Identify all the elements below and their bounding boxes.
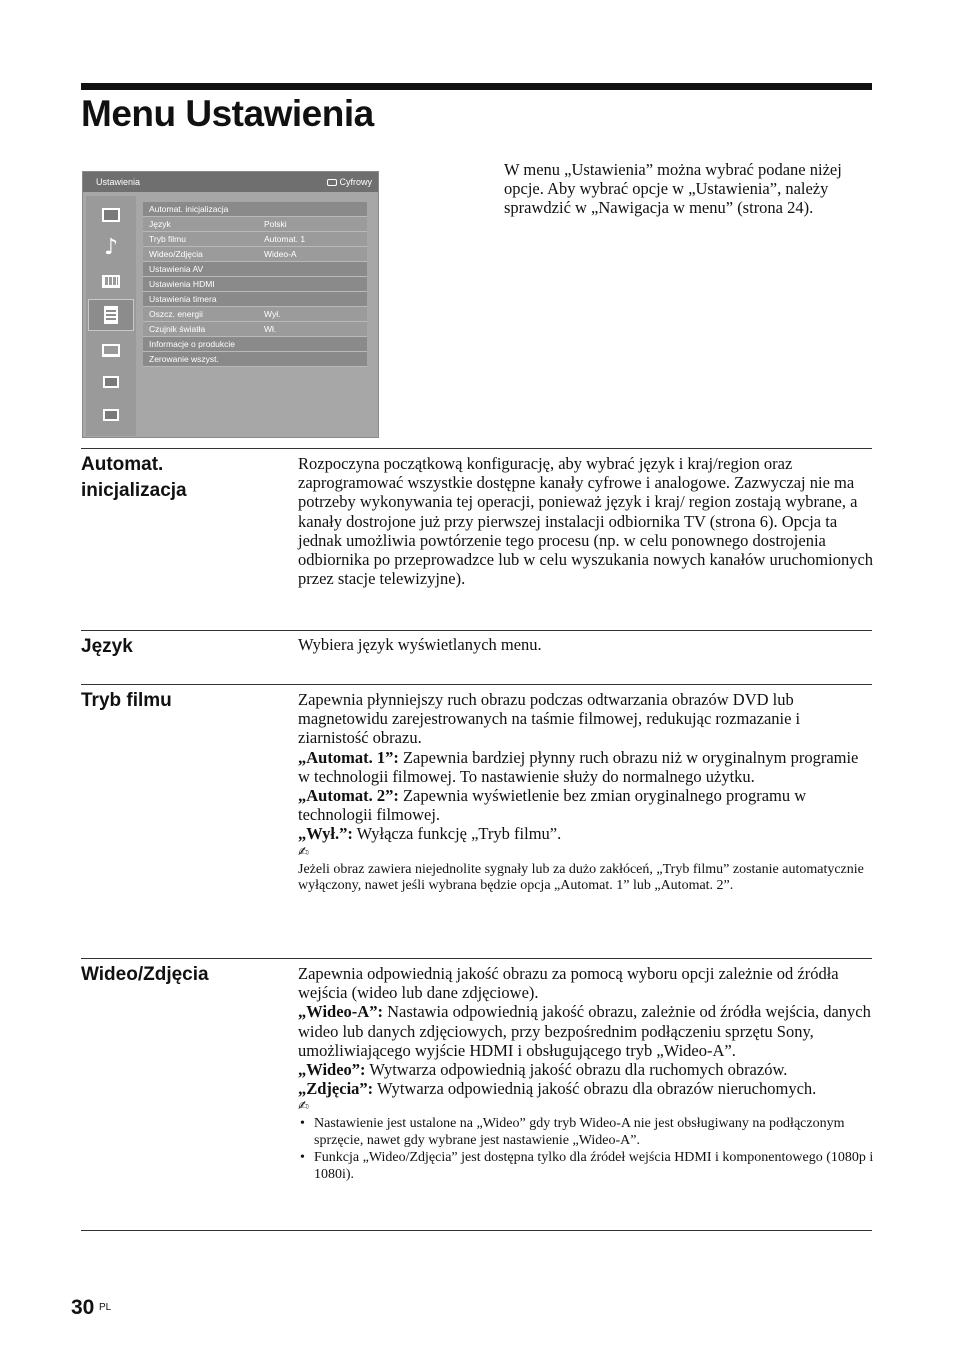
tv-menu-row[interactable]: Język Polski (143, 217, 367, 232)
tv-menu-row[interactable]: Informacje o produkcie (143, 337, 367, 352)
tv-menu-row[interactable]: Wideo/Zdjęcia Wideo-A (143, 247, 367, 262)
note-text: Jeżeli obraz zawiera niejednolite sygnały lub za dużo zakłóceń, „Tryb filmu” zostanie automatycznie wyłączony, nawet jeśli wybrana będzie opcja „Automat. 1” lub „Automat. 2”. (298, 861, 864, 894)
tv-menu-row[interactable]: Zerowanie wszyst. (143, 352, 367, 367)
tv-menu-header (83, 172, 379, 192)
section-divider (81, 1230, 872, 1231)
note-pencil-icon: ✍ (298, 844, 309, 860)
section-divider (81, 684, 872, 685)
input-b-icon (96, 401, 126, 429)
page-number: 30 (71, 1296, 95, 1319)
note-bullet: • Funkcja „Wideo/Zdjęcia” jest dostępna tylko dla źródeł wejścia HDMI i komponentowego (1080p i 1080i). (298, 1150, 874, 1184)
tv-menu-title: Ustawienia (96, 177, 141, 187)
tv-menu-source (327, 177, 372, 187)
input-a-icon (96, 368, 126, 396)
tv-menu-screenshot (82, 171, 379, 438)
monitor-icon (96, 336, 126, 364)
section-title-video-photo: Wideo/Zdjęcia (81, 964, 209, 985)
source-icon (327, 179, 337, 186)
top-rule (81, 83, 872, 90)
section-body-language: Wybiera język wyświetlanych menu. (298, 635, 542, 654)
section-divider (81, 958, 872, 959)
tv-menu-row[interactable]: Ustawienia timera (143, 292, 367, 307)
music-note-icon: ♪ (103, 235, 119, 260)
tv-menu-row[interactable]: Ustawienia HDMI (143, 277, 367, 292)
section-title-language: Język (81, 636, 133, 657)
tv-menu-row[interactable]: Automat. inicjalizacja (143, 202, 367, 217)
section-title-auto-init: Automat. inicjalizacja (81, 454, 187, 501)
tv-menu-row[interactable]: Czujnik światła Wł. (143, 322, 367, 337)
intro-text: W menu „Ustawienia” można wybrać podane niżej opcje. Aby wybrać opcje w „Ustawienia”, należy sprawdzić w „Nawigacja w menu” (strona 24). (504, 160, 842, 217)
tv-menu-icon-column (86, 196, 136, 436)
settings-list-icon (88, 299, 134, 331)
note-pencil-icon: ✍ (298, 1099, 309, 1115)
section-divider (81, 630, 872, 631)
tv-menu-row[interactable]: Oszcz. energii Wył. (143, 307, 367, 322)
display-grid-icon (96, 267, 126, 295)
tv-menu-row[interactable]: Tryb filmu Automat. 1 (143, 232, 367, 247)
section-body-auto-init: Rozpoczyna początkową konfigurację, aby wybrać język i kraj/region oraz zaprogramować wszystkie dostępne kanały cyfrowe i analogowe. Zazwyczaj nie ma potrzeby wykonywania tej operacji, ponieważ język i kraj/ region zostają wybrane, a kanały dostrojone już przy pierwszej instalacji odbiornika TV (strona 6). Opcja ta jednak umożliwia powtórzenie tego procesu (np. w celu ponownego dostrojenia odbiornika po przeprowadzce lub w celu wyszukania nowych kanałów uruchomionych przez stacje telewizyjne). (298, 454, 874, 589)
page-title: Menu Ustawienia (81, 93, 374, 134)
section-title-film-mode: Tryb filmu (81, 690, 172, 711)
tv-menu-list (143, 202, 367, 367)
section-body-film-mode: Zapewnia płynniejszy ruch obrazu podczas odtwarzania obrazów DVD lub magnetowidu zarejestrowanych na taśmie filmowej, redukując rozmazanie i ziarnistość obrazu. „Automat. 1”: Zapewnia bardziej płynny ruch obrazu niż w oryginalnym programie w technologii filmowej. To nastawienie służy do normalnego użytku. „Automat. 2”: Zapewnia wyświetlenie bez zmian oryginalnego programu w technologii filmowej. „Wył.”: Wyłącza funkcję „Tryb filmu”. ✍ Jeżeli obraz zawiera niejednolite sygnały lub za dużo zakłóceń, „Tryb filmu” zostanie automatycznie wyłączony, nawet jeśli wybrana będzie opcja „Automat. 1” lub „Automat. 2”. (298, 690, 874, 895)
section-divider (81, 448, 872, 449)
note-bullet: • Nastawienie jest ustalone na „Wideo” gdy tryb Wideo-A nie jest obsługiwany na podłączonym sprzęcie, nawet gdy wybrane jest nastawienie „Wideo-A”. (298, 1116, 874, 1150)
page-language: PL (99, 1302, 112, 1313)
section-body-video-photo: Zapewnia odpowiednią jakość obrazu za pomocą wyboru opcji zależnie od źródła wejścia (wideo lub dane zdjęciowe). „Wideo-A”: Nastawia odpowiednią jakość obrazu, zależnie od źródła wejścia, danych wideo lub danych zdjęciowych, przy bezpośrednim podłączeniu sprzętu Sony, umożliwiającego wyjście HDMI i obsługującego tryb „Wideo-A”. „Wideo”: Wytwarza odpowiednią jakość obrazu dla ruchomych obrazów. „Zdjęcia”: Wytwarza odpowiednią jakość obrazu dla obrazów nieruchomych. ✍ • Nastawienie jest ustalone na „Wideo” gdy tryb Wideo-A nie jest obsługiwany na podłączonym sprzęcie, nawet gdy wybrane jest nastawienie „Wideo-A”. • Funkcja „Wideo/Zdjęcia” jest dostępna tylko dla źródeł wejścia HDMI i komponentowego (1080p i 1080i). (298, 964, 874, 1184)
tv-menu-source-label: Cyfrowy (339, 177, 372, 187)
tv-menu-row[interactable]: Ustawienia AV (143, 262, 367, 277)
picture-icon (96, 201, 126, 229)
